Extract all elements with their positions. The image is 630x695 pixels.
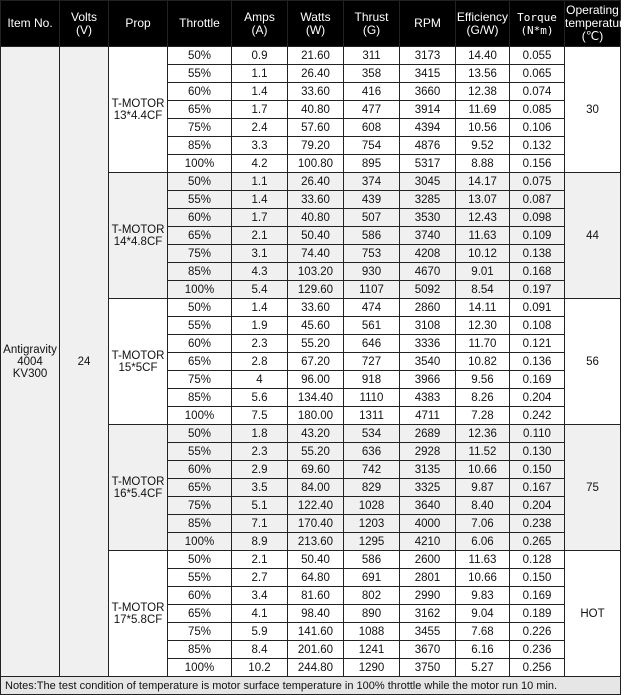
amps-cell: 1.7 xyxy=(232,209,288,227)
rpm-cell: 3660 xyxy=(400,83,456,101)
header-temperature: Operating temperature (℃) xyxy=(565,1,621,47)
watts-cell: 26.40 xyxy=(288,65,344,83)
torque-cell: 0.136 xyxy=(510,353,565,371)
watts-cell: 67.20 xyxy=(288,353,344,371)
throttle-cell: 65% xyxy=(168,479,232,497)
rpm-cell: 3162 xyxy=(400,605,456,623)
amps-cell: 4.1 xyxy=(232,605,288,623)
watts-cell: 244.80 xyxy=(288,659,344,677)
watts-cell: 64.80 xyxy=(288,569,344,587)
torque-cell: 0.150 xyxy=(510,569,565,587)
efficiency-cell: 10.66 xyxy=(456,461,510,479)
efficiency-cell: 12.43 xyxy=(456,209,510,227)
throttle-cell: 60% xyxy=(168,83,232,101)
throttle-cell: 65% xyxy=(168,605,232,623)
amps-cell: 1.1 xyxy=(232,65,288,83)
watts-cell: 33.60 xyxy=(288,191,344,209)
rpm-cell: 4876 xyxy=(400,137,456,155)
item-line: Antigravity xyxy=(3,343,57,356)
watts-cell: 50.40 xyxy=(288,227,344,245)
table-body xyxy=(1,47,621,695)
throttle-cell: 50% xyxy=(168,47,232,65)
throttle-cell: 55% xyxy=(168,443,232,461)
rpm-cell: 3173 xyxy=(400,47,456,65)
torque-cell: 0.065 xyxy=(510,65,565,83)
amps-cell: 2.4 xyxy=(232,119,288,137)
rpm-cell: 2600 xyxy=(400,551,456,569)
torque-cell: 0.132 xyxy=(510,137,565,155)
efficiency-cell: 13.56 xyxy=(456,65,510,83)
thrust-cell: 727 xyxy=(344,353,400,371)
rpm-cell: 4208 xyxy=(400,245,456,263)
rpm-cell: 3540 xyxy=(400,353,456,371)
rpm-cell: 3336 xyxy=(400,335,456,353)
efficiency-cell: 12.38 xyxy=(456,83,510,101)
throttle-cell: 85% xyxy=(168,515,232,533)
watts-cell: 180.00 xyxy=(288,407,344,425)
rpm-cell: 4383 xyxy=(400,389,456,407)
throttle-cell: 50% xyxy=(168,173,232,191)
thrust-cell: 586 xyxy=(344,227,400,245)
rpm-cell: 3750 xyxy=(400,659,456,677)
watts-cell: 98.40 xyxy=(288,605,344,623)
rpm-cell: 3285 xyxy=(400,191,456,209)
prop-line: T-MOTOR xyxy=(111,601,165,614)
throttle-cell: 75% xyxy=(168,245,232,263)
watts-cell: 33.60 xyxy=(288,299,344,317)
rpm-cell: 4394 xyxy=(400,119,456,137)
efficiency-cell: 11.52 xyxy=(456,443,510,461)
torque-cell: 0.055 xyxy=(510,47,565,65)
efficiency-cell: 6.06 xyxy=(456,533,510,551)
watts-cell: 21.60 xyxy=(288,47,344,65)
rpm-cell: 3914 xyxy=(400,101,456,119)
efficiency-cell: 8.26 xyxy=(456,389,510,407)
prop-line: 15*5CF xyxy=(118,361,158,374)
header-rpm: RPM xyxy=(400,1,456,47)
prop-cell xyxy=(109,47,168,173)
table-row xyxy=(1,47,621,65)
watts-cell: 129.60 xyxy=(288,281,344,299)
throttle-cell: 85% xyxy=(168,389,232,407)
thrust-cell: 753 xyxy=(344,245,400,263)
temperature-cell: 75 xyxy=(565,425,621,551)
rpm-cell: 2928 xyxy=(400,443,456,461)
thrust-cell: 561 xyxy=(344,317,400,335)
torque-cell: 0.169 xyxy=(510,587,565,605)
throttle-cell: 60% xyxy=(168,461,232,479)
rpm-cell: 3108 xyxy=(400,317,456,335)
torque-cell: 0.238 xyxy=(510,515,565,533)
amps-cell: 1.4 xyxy=(232,83,288,101)
throttle-cell: 100% xyxy=(168,281,232,299)
amps-cell: 8.4 xyxy=(232,641,288,659)
temperature-cell: 44 xyxy=(565,173,621,299)
amps-cell: 5.9 xyxy=(232,623,288,641)
amps-cell: 7.1 xyxy=(232,515,288,533)
thrust-cell: 477 xyxy=(344,101,400,119)
volts-cell: 24 xyxy=(60,47,109,677)
thrust-cell: 1028 xyxy=(344,497,400,515)
efficiency-cell: 8.40 xyxy=(456,497,510,515)
thrust-cell: 918 xyxy=(344,371,400,389)
header-prop: Prop xyxy=(109,1,168,47)
watts-cell: 69.60 xyxy=(288,461,344,479)
thrust-cell: 636 xyxy=(344,443,400,461)
torque-cell: 0.085 xyxy=(510,101,565,119)
throttle-cell: 55% xyxy=(168,569,232,587)
throttle-cell: 75% xyxy=(168,497,232,515)
throttle-cell: 85% xyxy=(168,263,232,281)
torque-cell: 0.242 xyxy=(510,407,565,425)
amps-cell: 5.4 xyxy=(232,281,288,299)
header-amps: Amps (A) xyxy=(232,1,288,47)
thrust-cell: 1107 xyxy=(344,281,400,299)
watts-cell: 57.60 xyxy=(288,119,344,137)
efficiency-cell: 8.88 xyxy=(456,155,510,173)
prop-cell xyxy=(109,299,168,425)
thrust-cell: 416 xyxy=(344,83,400,101)
watts-cell: 103.20 xyxy=(288,263,344,281)
thrust-cell: 1295 xyxy=(344,533,400,551)
amps-cell: 3.5 xyxy=(232,479,288,497)
amps-cell: 1.1 xyxy=(232,173,288,191)
rpm-cell: 3740 xyxy=(400,227,456,245)
notes-text: Notes:The test condition of temperature is motor surface temperature in 100% throttle while the motor run 10 min. xyxy=(1,677,621,695)
throttle-cell: 85% xyxy=(168,137,232,155)
prop-line: 13*4.4CF xyxy=(113,109,163,122)
amps-cell: 1.9 xyxy=(232,317,288,335)
thrust-cell: 646 xyxy=(344,335,400,353)
efficiency-cell: 8.54 xyxy=(456,281,510,299)
torque-cell: 0.087 xyxy=(510,191,565,209)
efficiency-cell: 9.01 xyxy=(456,263,510,281)
throttle-cell: 75% xyxy=(168,371,232,389)
rpm-cell: 3670 xyxy=(400,641,456,659)
efficiency-cell: 10.66 xyxy=(456,569,510,587)
rpm-cell: 3530 xyxy=(400,209,456,227)
amps-cell: 3.1 xyxy=(232,245,288,263)
thrust-cell: 608 xyxy=(344,119,400,137)
thrust-cell: 374 xyxy=(344,173,400,191)
rpm-cell: 5092 xyxy=(400,281,456,299)
efficiency-cell: 6.16 xyxy=(456,641,510,659)
thrust-cell: 930 xyxy=(344,263,400,281)
amps-cell: 7.5 xyxy=(232,407,288,425)
torque-cell: 0.074 xyxy=(510,83,565,101)
efficiency-cell: 11.63 xyxy=(456,551,510,569)
prop-line: T-MOTOR xyxy=(111,349,165,362)
rpm-cell: 2990 xyxy=(400,587,456,605)
efficiency-cell: 12.36 xyxy=(456,425,510,443)
amps-cell: 3.4 xyxy=(232,587,288,605)
amps-cell: 2.3 xyxy=(232,335,288,353)
efficiency-cell: 10.12 xyxy=(456,245,510,263)
torque-cell: 0.189 xyxy=(510,605,565,623)
header-throttle: Throttle xyxy=(168,1,232,47)
watts-cell: 26.40 xyxy=(288,173,344,191)
torque-cell: 0.109 xyxy=(510,227,565,245)
rpm-cell: 4000 xyxy=(400,515,456,533)
throttle-cell: 100% xyxy=(168,407,232,425)
throttle-cell: 60% xyxy=(168,335,232,353)
efficiency-cell: 13.07 xyxy=(456,191,510,209)
efficiency-cell: 9.56 xyxy=(456,371,510,389)
thrust-cell: 1088 xyxy=(344,623,400,641)
rpm-cell: 4711 xyxy=(400,407,456,425)
thrust-cell: 895 xyxy=(344,155,400,173)
torque-cell: 0.128 xyxy=(510,551,565,569)
torque-cell: 0.167 xyxy=(510,479,565,497)
throttle-cell: 60% xyxy=(168,587,232,605)
torque-cell: 0.138 xyxy=(510,245,565,263)
prop-cell xyxy=(109,173,168,299)
watts-cell: 55.20 xyxy=(288,443,344,461)
prop-line: T-MOTOR xyxy=(111,223,165,236)
thrust-cell: 1203 xyxy=(344,515,400,533)
throttle-cell: 75% xyxy=(168,119,232,137)
temperature-cell: HOT xyxy=(565,551,621,677)
rpm-cell: 4210 xyxy=(400,533,456,551)
amps-cell: 4.3 xyxy=(232,263,288,281)
header-item-no: Item No. xyxy=(1,1,60,47)
prop-line: 16*5.4CF xyxy=(113,487,163,500)
rpm-cell: 3415 xyxy=(400,65,456,83)
thrust-cell: 802 xyxy=(344,587,400,605)
amps-cell: 5.1 xyxy=(232,497,288,515)
amps-cell: 3.3 xyxy=(232,137,288,155)
throttle-cell: 65% xyxy=(168,101,232,119)
amps-cell: 4.2 xyxy=(232,155,288,173)
amps-cell: 8.9 xyxy=(232,533,288,551)
watts-cell: 55.20 xyxy=(288,335,344,353)
thrust-cell: 1241 xyxy=(344,641,400,659)
amps-cell: 2.1 xyxy=(232,227,288,245)
header-torque: Torque (N*m) xyxy=(510,1,565,47)
prop-cell xyxy=(109,425,168,551)
torque-cell: 0.121 xyxy=(510,335,565,353)
throttle-cell: 85% xyxy=(168,641,232,659)
prop-line: 14*4.8CF xyxy=(113,235,163,248)
torque-cell: 0.106 xyxy=(510,119,565,137)
watts-cell: 50.40 xyxy=(288,551,344,569)
rpm-cell: 4670 xyxy=(400,263,456,281)
watts-cell: 100.80 xyxy=(288,155,344,173)
thrust-cell: 1290 xyxy=(344,659,400,677)
efficiency-cell: 11.69 xyxy=(456,101,510,119)
thrust-cell: 1110 xyxy=(344,389,400,407)
thrust-cell: 586 xyxy=(344,551,400,569)
amps-cell: 1.8 xyxy=(232,425,288,443)
efficiency-cell: 11.70 xyxy=(456,335,510,353)
thrust-cell: 358 xyxy=(344,65,400,83)
temperature-cell: 30 xyxy=(565,47,621,173)
throttle-cell: 50% xyxy=(168,299,232,317)
amps-cell: 10.2 xyxy=(232,659,288,677)
efficiency-cell: 7.68 xyxy=(456,623,510,641)
watts-cell: 40.80 xyxy=(288,101,344,119)
temperature-cell: 56 xyxy=(565,299,621,425)
thrust-cell: 742 xyxy=(344,461,400,479)
watts-cell: 170.40 xyxy=(288,515,344,533)
header-watts: Watts (W) xyxy=(288,1,344,47)
item-cell xyxy=(1,47,60,677)
efficiency-cell: 12.30 xyxy=(456,317,510,335)
prop-line: 17*5.8CF xyxy=(113,613,163,626)
thrust-cell: 1311 xyxy=(344,407,400,425)
watts-cell: 141.60 xyxy=(288,623,344,641)
efficiency-cell: 14.11 xyxy=(456,299,510,317)
efficiency-cell: 5.27 xyxy=(456,659,510,677)
rpm-cell: 3045 xyxy=(400,173,456,191)
header-volts: Volts (V) xyxy=(60,1,109,47)
efficiency-cell: 10.82 xyxy=(456,353,510,371)
thrust-cell: 890 xyxy=(344,605,400,623)
rpm-cell: 2689 xyxy=(400,425,456,443)
torque-cell: 0.156 xyxy=(510,155,565,173)
throttle-cell: 65% xyxy=(168,353,232,371)
efficiency-cell: 9.04 xyxy=(456,605,510,623)
throttle-cell: 50% xyxy=(168,551,232,569)
prop-line: T-MOTOR xyxy=(111,475,165,488)
throttle-cell: 60% xyxy=(168,209,232,227)
thrust-cell: 311 xyxy=(344,47,400,65)
amps-cell: 2.1 xyxy=(232,551,288,569)
amps-cell: 5.6 xyxy=(232,389,288,407)
watts-cell: 96.00 xyxy=(288,371,344,389)
efficiency-cell: 14.17 xyxy=(456,173,510,191)
throttle-cell: 50% xyxy=(168,425,232,443)
throttle-cell: 65% xyxy=(168,227,232,245)
amps-cell: 4 xyxy=(232,371,288,389)
thrust-cell: 474 xyxy=(344,299,400,317)
torque-cell: 0.091 xyxy=(510,299,565,317)
prop-cell xyxy=(109,551,168,677)
watts-cell: 40.80 xyxy=(288,209,344,227)
header-efficiency: Efficiency (G/W) xyxy=(456,1,510,47)
amps-cell: 2.9 xyxy=(232,461,288,479)
watts-cell: 81.60 xyxy=(288,587,344,605)
torque-cell: 0.110 xyxy=(510,425,565,443)
amps-cell: 2.8 xyxy=(232,353,288,371)
amps-cell: 1.7 xyxy=(232,101,288,119)
thrust-cell: 507 xyxy=(344,209,400,227)
torque-cell: 0.197 xyxy=(510,281,565,299)
thrust-cell: 829 xyxy=(344,479,400,497)
rpm-cell: 3640 xyxy=(400,497,456,515)
torque-cell: 0.256 xyxy=(510,659,565,677)
item-line: 4004 xyxy=(17,355,43,368)
item-line: KV300 xyxy=(12,367,48,380)
throttle-cell: 100% xyxy=(168,155,232,173)
rpm-cell: 3455 xyxy=(400,623,456,641)
watts-cell: 84.00 xyxy=(288,479,344,497)
watts-cell: 79.20 xyxy=(288,137,344,155)
rpm-cell: 3135 xyxy=(400,461,456,479)
thrust-cell: 439 xyxy=(344,191,400,209)
torque-cell: 0.075 xyxy=(510,173,565,191)
throttle-cell: 100% xyxy=(168,533,232,551)
rpm-cell: 3966 xyxy=(400,371,456,389)
watts-cell: 74.40 xyxy=(288,245,344,263)
throttle-cell: 55% xyxy=(168,65,232,83)
torque-cell: 0.236 xyxy=(510,641,565,659)
torque-cell: 0.150 xyxy=(510,461,565,479)
thrust-cell: 691 xyxy=(344,569,400,587)
rpm-cell: 3325 xyxy=(400,479,456,497)
torque-cell: 0.204 xyxy=(510,389,565,407)
efficiency-cell: 9.52 xyxy=(456,137,510,155)
watts-cell: 33.60 xyxy=(288,83,344,101)
watts-cell: 45.60 xyxy=(288,317,344,335)
amps-cell: 1.4 xyxy=(232,299,288,317)
torque-cell: 0.204 xyxy=(510,497,565,515)
efficiency-cell: 7.06 xyxy=(456,515,510,533)
throttle-cell: 100% xyxy=(168,659,232,677)
torque-cell: 0.098 xyxy=(510,209,565,227)
rpm-cell: 2801 xyxy=(400,569,456,587)
watts-cell: 122.40 xyxy=(288,497,344,515)
amps-cell: 0.9 xyxy=(232,47,288,65)
thrust-cell: 534 xyxy=(344,425,400,443)
amps-cell: 2.7 xyxy=(232,569,288,587)
efficiency-cell: 9.87 xyxy=(456,479,510,497)
torque-cell: 0.168 xyxy=(510,263,565,281)
watts-cell: 213.60 xyxy=(288,533,344,551)
watts-cell: 43.20 xyxy=(288,425,344,443)
header-row xyxy=(1,1,621,47)
amps-cell: 1.4 xyxy=(232,191,288,209)
thrust-cell: 754 xyxy=(344,137,400,155)
torque-cell: 0.108 xyxy=(510,317,565,335)
throttle-cell: 55% xyxy=(168,191,232,209)
torque-cell: 0.169 xyxy=(510,371,565,389)
rpm-cell: 5317 xyxy=(400,155,456,173)
torque-cell: 0.226 xyxy=(510,623,565,641)
efficiency-cell: 14.40 xyxy=(456,47,510,65)
amps-cell: 2.3 xyxy=(232,443,288,461)
watts-cell: 134.40 xyxy=(288,389,344,407)
throttle-cell: 75% xyxy=(168,623,232,641)
efficiency-cell: 7.28 xyxy=(456,407,510,425)
notes-row xyxy=(1,677,621,695)
rpm-cell: 2860 xyxy=(400,299,456,317)
prop-line: T-MOTOR xyxy=(111,97,165,110)
efficiency-cell: 10.56 xyxy=(456,119,510,137)
efficiency-cell: 9.83 xyxy=(456,587,510,605)
throttle-cell: 55% xyxy=(168,317,232,335)
watts-cell: 201.60 xyxy=(288,641,344,659)
torque-cell: 0.130 xyxy=(510,443,565,461)
header-thrust: Thrust (G) xyxy=(344,1,400,47)
efficiency-cell: 11.63 xyxy=(456,227,510,245)
torque-cell: 0.265 xyxy=(510,533,565,551)
